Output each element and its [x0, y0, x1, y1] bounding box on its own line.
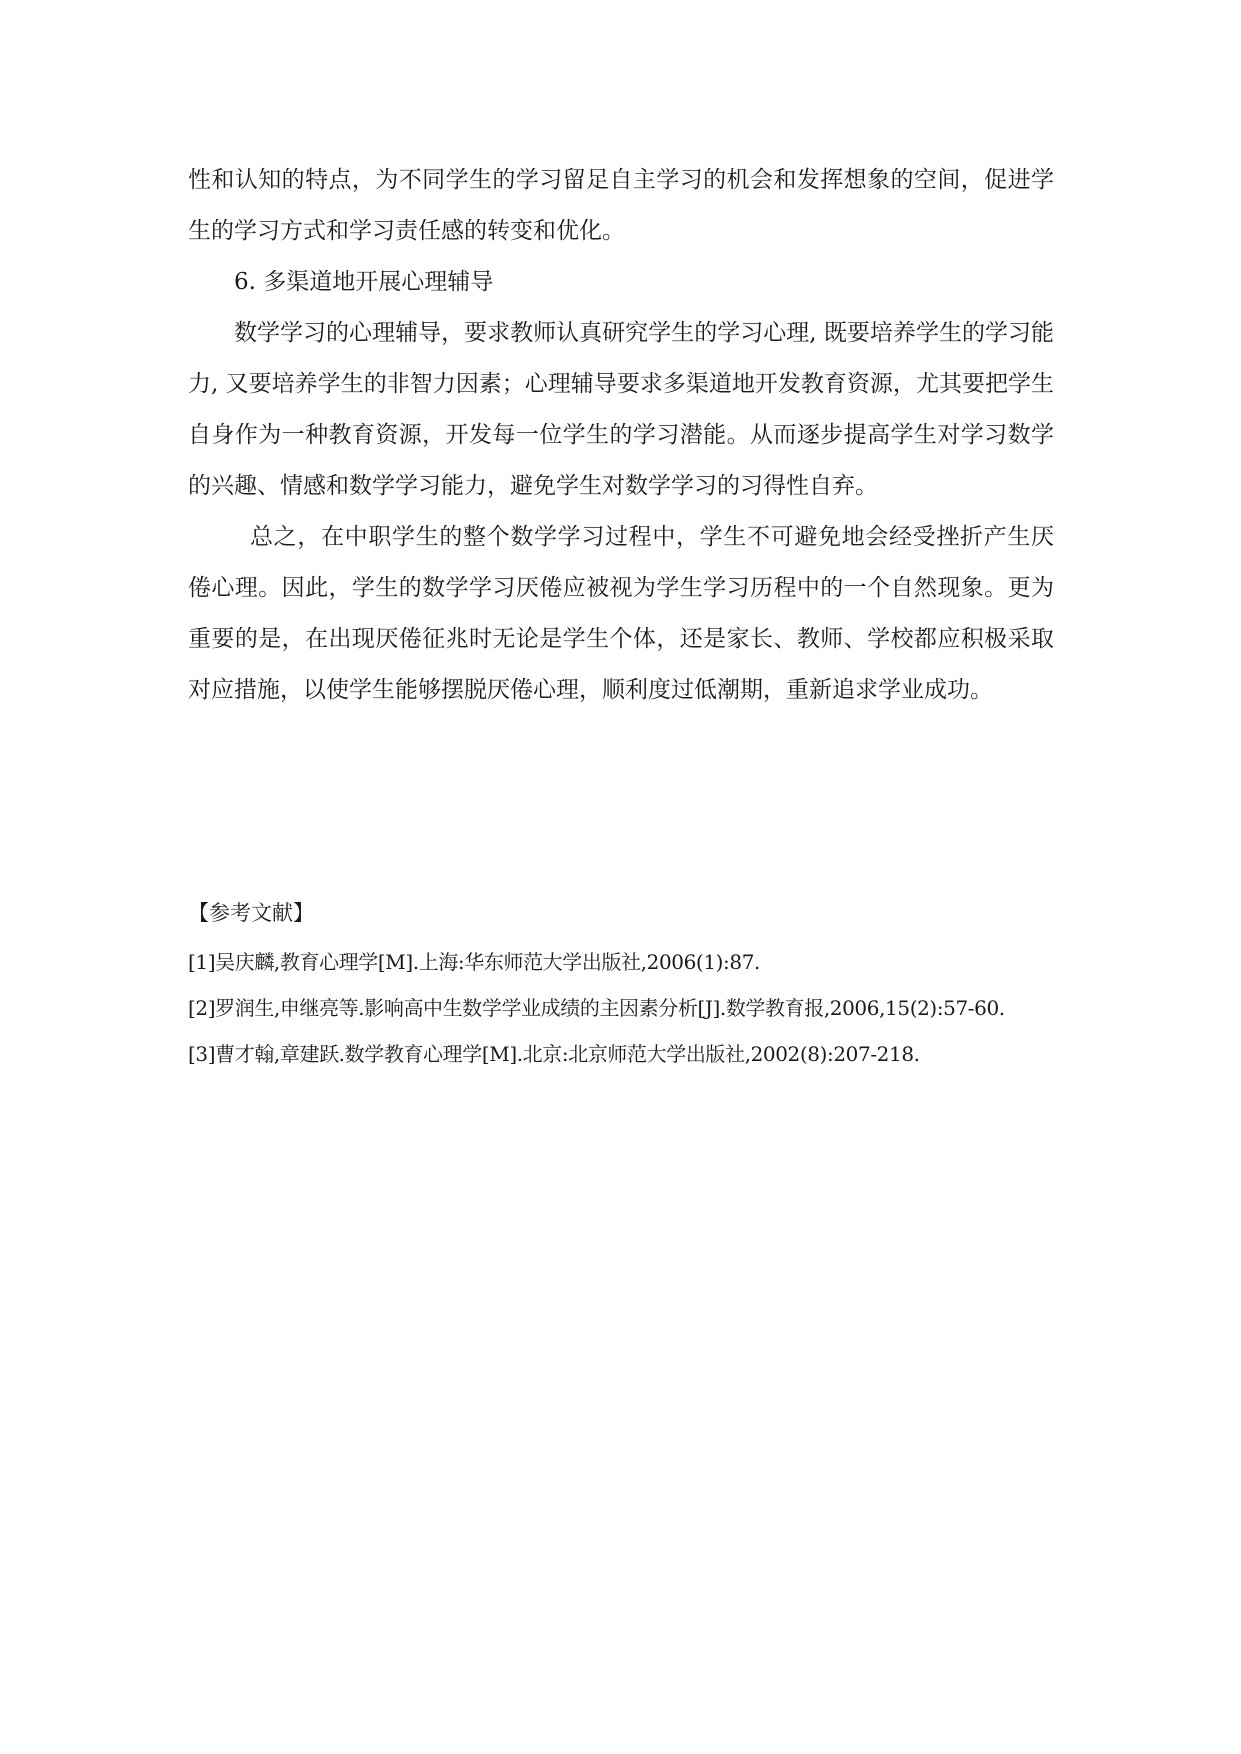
references-section [188, 888, 1068, 1077]
reference-item: [1]吴庆麟,教育心理学[M].上海:华东师范大学出版社,2006(1):87. [188, 950, 760, 974]
body-text [188, 155, 1054, 716]
paragraph-psychological-counseling: 数学学习的心理辅导，要求教师认真研究学生的学习心理, 既要培养学生的学习能力, 又要培养学生的非智力因素；心理辅导要求多渠道地开发教育资源，尤其要把学生自身作为一种教育资源，开发每一位学生的学习潜能。从而逐步提高学生对学习数学的兴趣、情感和数学学习能力，避免学生对数学学习的习得性自弃。 [188, 320, 1054, 499]
reference-item: [2]罗润生,申继亮等.影响高中生数学学业成绩的主因素分析[J].数学教育报,2006,15(2):57-60. [188, 996, 1005, 1020]
paragraph-conclusion: 总之，在中职学生的整个数学学习过程中，学生不可避免地会经受挫折产生厌倦心理。因此，学生的数学学习厌倦应被视为学生学习历程中的一个自然现象。更为重要的是，在出现厌倦征兆时无论是学生个体，还是家长、教师、学校都应积极采取对应措施，以使学生能够摆脱厌倦心理，顺利度过低潮期，重新追求学业成功。 [188, 524, 1054, 703]
references-title: 【参考文献】 [188, 901, 314, 925]
paragraph-continuation: 性和认知的特点，为不同学生的学习留足自主学习的机会和发挥想象的空间，促进学生的学习方式和学习责任感的转变和优化。 [188, 167, 1054, 244]
reference-item: [3]曹才翰,章建跃.数学教育心理学[M].北京:北京师范大学出版社,2002(8):207-218. [188, 1042, 920, 1066]
section-heading: 6. 多渠道地开展心理辅导 [234, 269, 494, 295]
